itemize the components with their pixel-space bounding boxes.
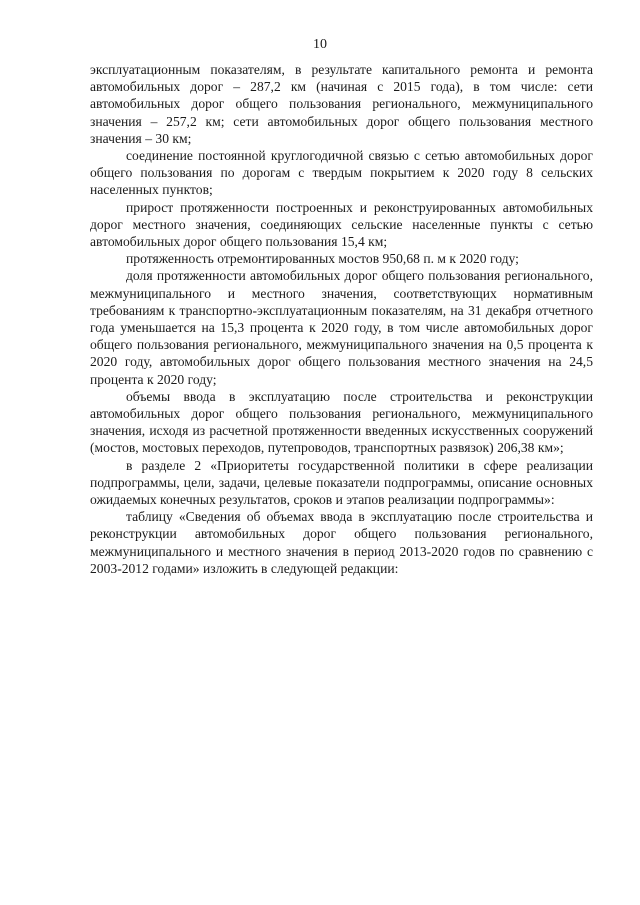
- document-body: [90, 61, 593, 577]
- paragraph-commissioning-volumes: объемы ввода в эксплуатацию после строительства и реконструкции автомобильных дорог общего пользования регионального, межмуниципального значения, исходя из расчетной протяженности введенных искусственных сооружений (мостов, мостовых переходов, путепроводов, транспортных развязок) 206,38 км»;: [90, 388, 593, 456]
- page-number: 10: [313, 37, 327, 52]
- paragraph-length-increase: прирост протяженности построенных и реконструированных автомобильных дорог местного значения, соединяющих сельские населенные пункты с сетью автомобильных дорог общего пользования 15,4 км;: [90, 199, 593, 250]
- paragraph-table-reference: таблицу «Сведения об объемах ввода в эксплуатацию после строительства и реконструкции автомобильных дорог общего пользования регионального, межмуниципального и местного значения в период 2013-2020 годов по сравнению с 2003-2012 годами» изложить в следующей редакции:: [90, 509, 593, 576]
- paragraph-year-round-connection: соединение постоянной круглогодичной связью с сетью автомобильных дорог общего пользования по дорогам с твердым покрытием к 2020 году 8 сельских населенных пунктов;: [90, 148, 593, 198]
- paragraph-operational-indicators: эксплуатационным показателям, в результате капитального ремонта и ремонта автомобильных дорог – 287,2 км (начиная с 2015 года), в том числе: сети автомобильных дорог общего пользования регионального, межмуниципального значения – 257,2 км; сети автомобильных дорог общего пользования местного значения – 30 км;: [90, 62, 593, 146]
- paragraph-section-2: в разделе 2 «Приоритеты государственной политики в сфере реализации подпрограммы, цели, задачи, целевые показатели подпрограммы, описание основных ожидаемых конечных результатов, сроков и этапов реализации подпрограммы»:: [90, 457, 593, 508]
- paragraph-bridges-repaired: протяженность отремонтированных мостов 950,68 п. м к 2020 году;: [126, 251, 519, 267]
- paragraph-share-of-roads: доля протяженности автомобильных дорог общего пользования регионального, межмуниципального и местного значения, соответствующих нормативным требованиям к транспортно-эксплуатационным показателям, на 31 декабря отчетного года уменьшается на 15,3 процента к 2020 году, в том числе автомобильных дорог общего пользования регионального, межмуниципального значения на 0,5 процента к 2020 году, автомобильных дорог общего пользования местного значения на 24,5 процента к 2020 году;: [90, 268, 593, 387]
